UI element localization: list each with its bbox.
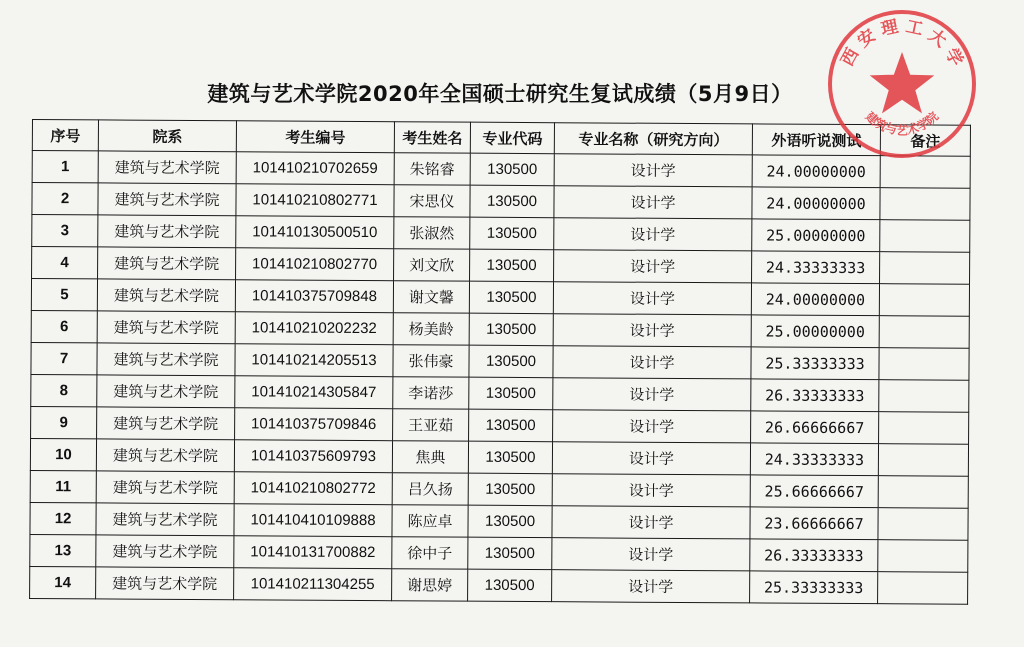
department-cell: 建筑与艺术学院	[96, 535, 234, 568]
language-test-score-cell: 25.00000000	[751, 315, 879, 348]
svg-text:建筑与艺术学院	[863, 108, 942, 138]
candidate-name-cell: 张伟豪	[393, 345, 469, 377]
remark-cell	[879, 348, 969, 381]
candidate-id-cell: 101410375709846	[235, 408, 393, 441]
header-note: 备注	[880, 125, 970, 157]
candidate-id-cell: 101410210802770	[236, 248, 394, 281]
language-test-score-cell: 23.66666667	[750, 507, 878, 540]
document-title: 建筑与艺术学院2020年全国硕士研究生复试成绩（5月9日）	[207, 82, 793, 106]
candidate-name-cell: 谢思婷	[392, 569, 468, 601]
remark-cell	[878, 476, 968, 509]
department-cell: 建筑与艺术学院	[97, 279, 235, 312]
row-no: 8	[31, 374, 97, 406]
star-icon	[870, 52, 935, 113]
major-code-cell: 130500	[469, 313, 553, 346]
candidate-name-cell: 陈应卓	[392, 505, 468, 537]
remark-cell	[880, 188, 970, 221]
major-code-cell: 130500	[470, 249, 554, 282]
candidate-name-cell: 王亚茹	[393, 409, 469, 441]
candidate-name-cell: 宋思仪	[394, 185, 470, 217]
candidate-name-cell: 朱铭睿	[394, 153, 470, 185]
department-cell: 建筑与艺术学院	[98, 215, 236, 248]
row-no: 5	[31, 279, 97, 311]
candidate-id-cell: 101410375609793	[234, 440, 392, 473]
language-test-score-cell: 25.66666667	[750, 475, 878, 508]
candidate-name-cell: 杨美龄	[393, 313, 469, 345]
remark-cell	[879, 284, 969, 317]
major-name-cell: 设计学	[554, 186, 752, 219]
candidate-id-cell: 101410214205513	[235, 344, 393, 377]
major-code-cell: 130500	[469, 409, 553, 442]
score-table	[29, 119, 971, 605]
candidate-name-cell: 吕久扬	[392, 473, 468, 505]
major-name-cell: 设计学	[553, 314, 751, 347]
candidate-id-cell: 101410210202232	[235, 312, 393, 345]
major-name-cell: 设计学	[552, 538, 750, 571]
major-name-cell: 设计学	[554, 218, 752, 251]
major-code-cell: 130500	[468, 473, 552, 506]
candidate-id-cell: 101410214305847	[235, 376, 393, 409]
remark-cell	[879, 380, 969, 413]
department-cell: 建筑与艺术学院	[97, 375, 235, 408]
major-name-cell: 设计学	[552, 506, 750, 539]
language-test-score-cell: 25.00000000	[752, 219, 880, 252]
candidate-name-cell: 刘文欣	[394, 249, 470, 281]
candidate-id-cell: 101410211304255	[234, 568, 392, 601]
remark-cell	[878, 508, 968, 541]
major-code-cell: 130500	[470, 185, 554, 218]
major-name-cell: 设计学	[552, 474, 750, 507]
candidate-id-cell: 101410131700882	[234, 536, 392, 569]
row-no: 11	[30, 470, 96, 502]
seal-text-bottom: 建筑与艺术学院	[862, 109, 942, 138]
major-name-cell: 设计学	[553, 346, 751, 379]
department-cell: 建筑与艺术学院	[97, 343, 235, 376]
row-no: 6	[31, 310, 97, 342]
table-row	[30, 566, 968, 604]
major-code-cell: 130500	[468, 505, 552, 538]
candidate-id-cell: 101410210802772	[234, 472, 392, 505]
department-cell: 建筑与艺术学院	[97, 311, 235, 344]
candidate-id-cell: 101410410109888	[234, 504, 392, 537]
language-test-score-cell: 25.33333333	[750, 571, 878, 604]
department-cell: 建筑与艺术学院	[97, 407, 235, 440]
row-no: 12	[30, 502, 96, 534]
candidate-name-cell: 李诺莎	[393, 377, 469, 409]
candidate-id-cell: 101410375709848	[235, 280, 393, 313]
major-code-cell: 130500	[469, 377, 553, 410]
header-id: 考生编号	[236, 121, 394, 153]
major-name-cell: 设计学	[552, 570, 750, 603]
major-name-cell: 设计学	[554, 154, 752, 187]
language-test-score-cell: 24.33333333	[752, 251, 880, 284]
major-code-cell: 130500	[468, 537, 552, 570]
row-no: 1	[32, 151, 98, 183]
candidate-name-cell: 焦典	[392, 441, 468, 473]
row-no: 7	[31, 342, 97, 374]
language-test-score-cell: 24.00000000	[751, 283, 879, 316]
candidate-id-cell: 101410130500510	[236, 216, 394, 249]
major-name-cell: 设计学	[553, 410, 751, 443]
remark-cell	[878, 572, 968, 605]
major-name-cell: 设计学	[554, 250, 752, 283]
remark-cell	[878, 444, 968, 477]
header-name: 考生姓名	[394, 122, 470, 153]
major-name-cell: 设计学	[552, 442, 750, 475]
header-no: 序号	[32, 120, 98, 151]
seal-text-top: 西 安 理 工 大 学	[837, 16, 967, 70]
major-name-cell: 设计学	[553, 282, 751, 315]
row-no: 13	[30, 534, 96, 566]
header-dept: 院系	[98, 120, 236, 152]
row-no: 14	[30, 566, 96, 598]
remark-cell	[878, 540, 968, 573]
row-no: 4	[32, 247, 98, 279]
language-test-score-cell: 26.33333333	[751, 379, 879, 412]
major-code-cell: 130500	[469, 345, 553, 378]
department-cell: 建筑与艺术学院	[98, 247, 236, 280]
row-no: 9	[31, 406, 97, 438]
major-code-cell: 130500	[469, 281, 553, 314]
row-no: 10	[30, 438, 96, 470]
remark-cell	[879, 412, 969, 445]
header-score: 外语听说测试	[752, 124, 880, 156]
department-cell: 建筑与艺术学院	[98, 183, 236, 216]
language-test-score-cell: 26.33333333	[750, 539, 878, 572]
department-cell: 建筑与艺术学院	[96, 439, 234, 472]
candidate-name-cell: 徐中子	[392, 537, 468, 569]
department-cell: 建筑与艺术学院	[96, 471, 234, 504]
language-test-score-cell: 24.00000000	[752, 187, 880, 220]
header-major: 专业名称（研究方向）	[554, 123, 752, 155]
department-cell: 建筑与艺术学院	[98, 151, 236, 184]
major-name-cell: 设计学	[553, 378, 751, 411]
candidate-id-cell: 101410210702659	[236, 152, 394, 185]
language-test-score-cell: 25.33333333	[751, 347, 879, 380]
header-code: 专业代码	[470, 122, 554, 154]
candidate-name-cell: 谢文馨	[393, 281, 469, 313]
language-test-score-cell: 24.00000000	[752, 155, 880, 188]
major-code-cell: 130500	[470, 153, 554, 186]
department-cell: 建筑与艺术学院	[96, 503, 234, 536]
major-code-cell: 130500	[468, 441, 552, 474]
department-cell: 建筑与艺术学院	[96, 567, 234, 600]
row-no: 2	[32, 183, 98, 215]
language-test-score-cell: 26.66666667	[751, 411, 879, 444]
major-code-cell: 130500	[470, 217, 554, 250]
candidate-id-cell: 101410210802771	[236, 184, 394, 217]
major-code-cell: 130500	[468, 569, 552, 602]
language-test-score-cell: 24.33333333	[750, 443, 878, 476]
remark-cell	[880, 220, 970, 253]
official-seal	[822, 4, 982, 164]
remark-cell	[880, 252, 970, 285]
row-no: 3	[32, 215, 98, 247]
table-body	[30, 151, 971, 605]
candidate-name-cell: 张淑然	[394, 217, 470, 249]
remark-cell	[879, 316, 969, 349]
